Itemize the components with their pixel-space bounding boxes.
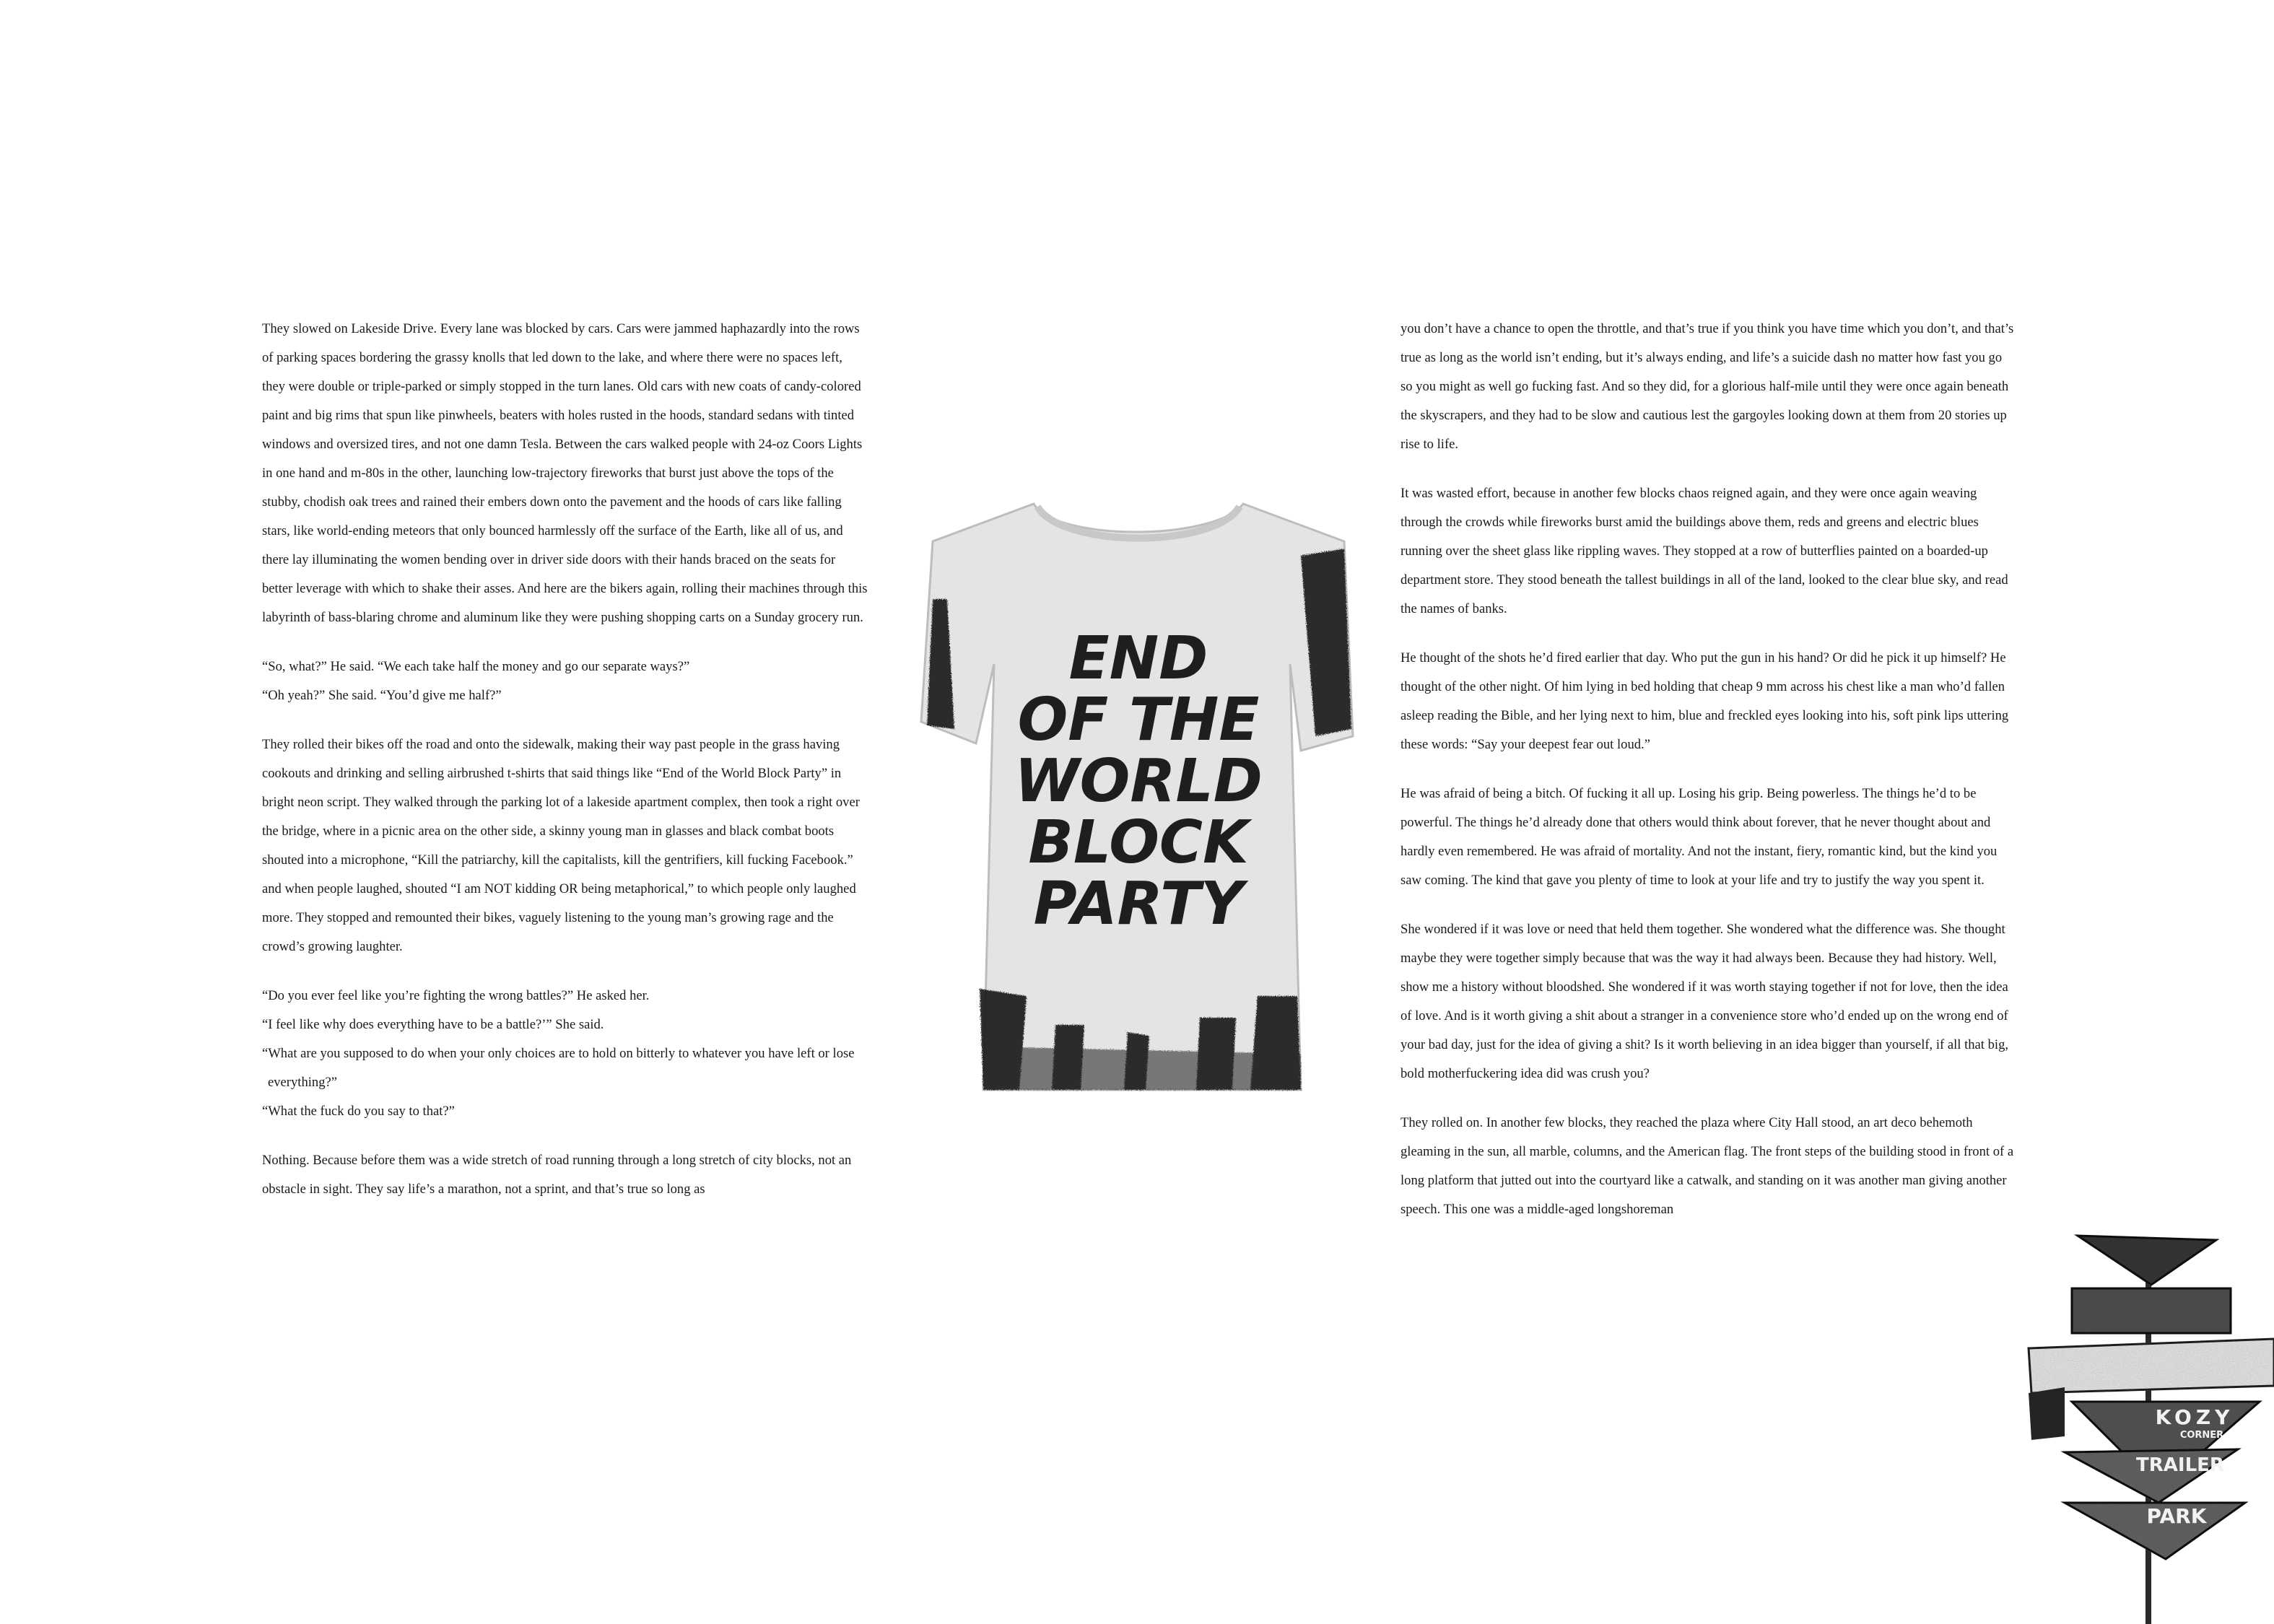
dialogue-line: “Oh yeah?” She said. “You’d give me half?” [262,688,502,703]
left-text-column [262,315,868,1224]
dialogue-line: “I feel like why does everything have to be a battle?’” She said. [262,1017,604,1032]
paragraph: They rolled their bikes off the road and onto the sidewalk, making their way past people in the grass having cookouts and drinking and selling airbrushed t-shirts that said things like “End of the World Block Party” in bright neon script. They walked through the parking lot of a lakeside apartment complex, then took a right over the bridge, where in a picnic area on the other side, a skinny young man in glasses and black combat boots shouted into a microphone, “Kill the patriarchy, kill the capitalists, kill the gentrifiers, kill fucking Facebook.” and when people laughed, shouted “I am NOT kidding OR being metaphorical,” to which people only laughed more. They stopped and remounted their bikes, vaguely listening to the young man’s growing rage and the crowd’s growing laughter. [262,737,860,954]
paragraph: They rolled on. In another few blocks, they reached the plaza where City Hall stood, an art deco behemoth gleaming in the sun, all marble, columns, and the American flag. The front steps of the building stood in front of a long platform that jutted out into the courtyard like a catwalk, and standing on it was another man giving another speech. This one was a middle-aged longshoreman [1400,1115,2014,1217]
dialogue-line: “What are you supposed to do when your only choices are to hold on bitterly to whatever you have left or lose everything?” [262,1046,855,1090]
dialogue-group [262,982,868,1126]
tshirt-text-line: PARTY [1033,870,1244,938]
tshirt-text-line: END [1068,624,1208,693]
sign-text: TRAILER [2136,1454,2224,1476]
paragraph: She wondered if it was love or need that held them together. She wondered what the difference was. She thought maybe they were together simply because that was the way it had always been. Because they had history. Well, show me a history without bloodshed. She wondered if it was worth staying together if not for love, then the idea of love. And is it worth giving a shit about a stranger in a convenience store who’d ended up on the wrong end of your bad day, just for the idea of giving a shit? Is it worth believing in an idea bigger than yourself, if all that big, bold motherfuckering idea did was crush you? [1400,922,2009,1081]
dialogue-line: “So, what?” He said. “We each take half the money and go our separate ways?” [262,659,690,674]
paragraph: Nothing. Because before them was a wide stretch of road running through a long stretch of city blocks, not an obstacle in sight. They say life’s a marathon, not a sprint, and that’s true so long as [262,1153,852,1197]
dialogue-group [262,652,868,710]
paragraph: He thought of the shots he’d fired earlier that day. Who put the gun in his hand? Or did he pick it up himself? He thought of the other night. Of him lying in bed holding that cheap 9 mm across his chest like a man who’d fallen asleep reading the Bible, and her lying next to him, blue and freckled eyes looking into his, soft pink lips uttering these words: “Say your deepest fear out loud.” [1400,650,2009,752]
paragraph: They slowed on Lakeside Drive. Every lane was blocked by cars. Cars were jammed haphazardly into the rows of parking spaces bordering the grassy knolls that led down to the lake, and where there were no spaces left, they were double or triple-parked or simply stopped in the turn lanes. Old cars with new coats of candy-colored paint and big rims that spun like pinwheels, beaters with holes rusted in the hoods, standard sedans with tinted windows and oversized tires, and not one damn Tesla. Between the cars walked people with 24-oz Coors Lights in one hand and m-80s in the other, launching low-trajectory fireworks that burst just above the tops of the stubby, chodish oak trees and rained their embers down onto the pavement and the hoods of cars like falling stars, like world-ending meteors that only bounced harmlessly off the surface of the Earth, like all of us, and there lay illuminating the women bending over in driver side doors with their hands braced on the seats for better leverage with which to shake their asses. And here are the bikers again, rolling their machines through this labyrinth of bass-blaring chrome and aluminum like they were pushing shopping carts on a Sunday grocery run. [262,321,868,625]
tshirt-image [911,498,1366,1097]
sign-text: PARK [2146,1504,2207,1528]
paragraph: He was afraid of being a bitch. Of fucking it all up. Losing his grip. Being powerless. The things he’d to be powerful. The things he’d already done that others would think about forever, that he never thought about and hardly even remembered. He was afraid of mortality. And not the instant, fiery, romantic kind, but the kind you saw coming. The kind that gave you plenty of time to look at your life and try to justify the way you spent it. [1400,786,1998,888]
tshirt-text-line: OF THE [1017,686,1260,754]
right-text-column [1400,315,2014,1244]
paragraph: you don’t have a chance to open the throttle, and that’s true if you think you have time which you don’t, and that’s true as long as the world isn’t ending, but it’s always ending, and life’s a suicide dash no matter how fast you go so you might as well go fucking fast. And so they did, for a glorious half-mile until they were once again beneath the skyscrapers, and they had to be slow and cautious lest the gargoyles looking down at them from 20 stories up rise to life. [1400,321,2014,452]
tshirt-text-line: BLOCK [1028,808,1249,877]
dialogue-line: “Do you ever feel like you’re fighting the wrong battles?” He asked her. [262,988,650,1003]
sign-text: KOZY [2155,1405,2234,1429]
paragraph: It was wasted effort, because in another few blocks chaos reigned again, and they were once again weaving through the crowds while fireworks burst amid the buildings above them, reds and greens and electric blues running over the sheet glass like rippling waves. They stopped at a row of butterflies painted on a boarded-up department store. They stood beneath the tallest buildings in all of the land, looked to the clear blue sky, and read the names of banks. [1400,486,2008,616]
tshirt-text-line: WORLD [1014,747,1263,816]
trailer-park-sign-image [2021,1220,2274,1624]
dialogue-line: “What the fuck do you say to that?” [262,1104,455,1119]
sign-text: CORNER [2179,1430,2224,1441]
